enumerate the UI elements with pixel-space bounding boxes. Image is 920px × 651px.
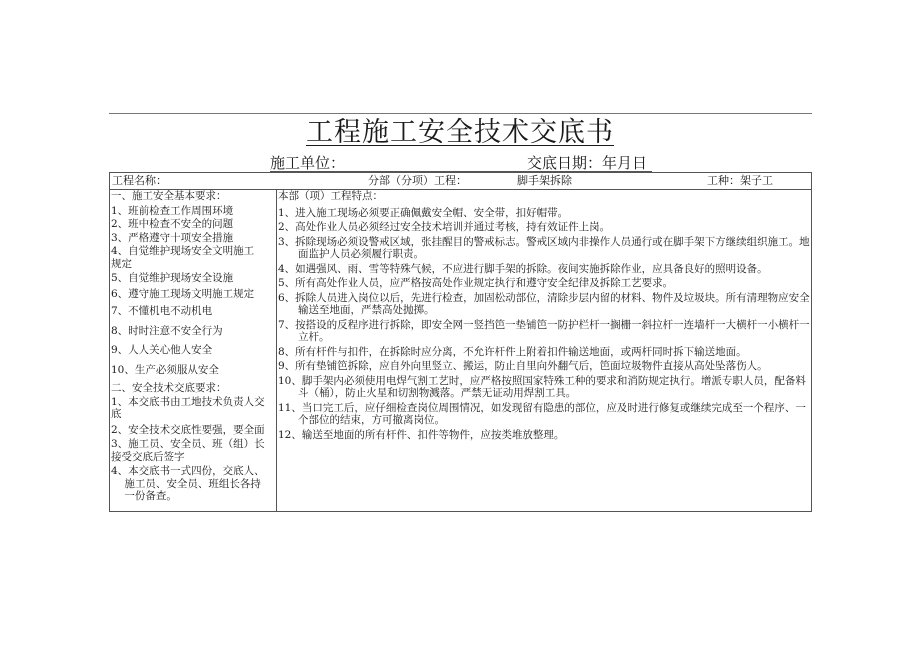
list-item: 4、自觉维护现场安全文明施工 规定: [111, 245, 255, 270]
list-item: 9、人人关心他人安全: [111, 344, 213, 356]
features-title: 本部（项）工程特点：: [278, 190, 383, 202]
list-item: 6、拆除人员进入岗位以后，先进行检查，加固松动部位，清除步层内留的材料、物件及垃圾块。所有清理物应安全输送至地面，严禁高处抛掷。: [278, 291, 810, 316]
document-title-wrap: [0, 116, 920, 150]
list-item: 2、安全技术交底性要强，要全面: [111, 423, 265, 436]
list-item: 2、班中检查不安全的问题: [111, 218, 234, 230]
list-item: 9、所有垫铺笆拆除，应自外向里竖立、搬运，防止自里向外翻气后，笆面垃圾物件直接从高处坠落伤人。: [278, 360, 768, 372]
list-item: 4、本交底书一式四份，交底人、 施工员、安全员、班组长各持 一份备查。: [111, 465, 265, 502]
list-item: 4、如遇强风、雨、雪等特殊气候，不应进行脚手架的拆除。夜间实施拆除作业，应具备良好的照明设备。: [278, 262, 768, 275]
list-item: 5、所有高处作业人员，应严格按高处作业规定执行和遵守安全纪律及拆除工艺要求。: [278, 277, 674, 289]
list-item: 1、进入施工现场必须要正确佩戴安全帽、安全带，扣好帽带。: [278, 206, 569, 219]
section2-title: 二、安全技术交底要求：: [111, 382, 227, 394]
list-item: 10、脚手架内必须使用电焊气割工艺时，应严格按照国家特殊工种的要求和消防规定执行。增派专职人员，配备料斗（桶），防止火星和切割物溅落。严禁无证动用焊割工具。: [278, 374, 806, 399]
list-item: 8、时时注意不安全行为: [111, 324, 223, 337]
list-item: 3、施工员、安全员、班（组）长 接受交底后签字: [111, 438, 265, 463]
list-item: 7、不懂机电不动机电: [111, 305, 213, 317]
features-column: [278, 190, 810, 443]
work-type-label: 工种：架子工: [707, 174, 773, 187]
sub-project-value: 脚手架拆除: [517, 174, 572, 187]
disclosure-date-label: 交底日期：年月日: [527, 154, 648, 172]
list-item: 1、班前检查工作周围环境: [111, 204, 234, 217]
list-item: 7、按搭设的反程序进行拆除，即安全网一竖挡笆一垫铺笆一防护栏杆一搁栅一斜拉杆一连墙杆一大横杆一小横杆一立杆。: [278, 318, 810, 343]
list-item: 6、遵守施工现场文明施工规定: [111, 287, 255, 300]
document-title: 工程施工安全技术交底书: [306, 117, 614, 148]
list-item: 1、本交底书由工地技术负责人交 底: [111, 395, 265, 420]
list-item: 3、拆除现场必须设警戒区域，张挂醒目的警戒标志。警戒区域内非操作人员通行或在脚手架下方继续组织施工。地面监护人员必须履行职责。: [278, 235, 810, 260]
table-header-row: [110, 173, 811, 190]
list-item: 11、当口完工后，应仔细检查岗位周围情况，如发现留有隐患的部位，应及时进行修复或继续完成至一个程序、一个部位的结束，方可撤离岗位。: [278, 401, 806, 426]
disclosure-table: [109, 172, 812, 512]
section1-title: 一、施工安全基本要求：: [111, 190, 227, 202]
requirements-column: [111, 190, 273, 503]
column-divider: [276, 190, 277, 511]
list-item: 2、高处作业人员必须经过安全技术培训并通过考核，持有效证件上岗。: [278, 221, 611, 233]
list-item: 8、所有杆件与扣件，在拆除时应分离，不允许杆件上附着扣件输送地面，或两杆同时拆下输送地面。: [278, 345, 747, 358]
construction-unit-label: 施工单位：: [270, 154, 346, 172]
sub-project-label: 分部（分项）工程：: [368, 174, 467, 187]
project-name-label: 工程名称：: [112, 174, 167, 187]
top-rule: [109, 113, 812, 114]
list-item: 10、生产必须服从安全: [111, 363, 219, 376]
list-item: 5、自觉维护现场安全设施: [111, 272, 234, 284]
list-item: 3、严格遵守十项安全措施: [111, 231, 234, 244]
list-item: 12、输送至地面的所有杆件、扣件等物件，应按类堆放整理。: [278, 428, 565, 441]
